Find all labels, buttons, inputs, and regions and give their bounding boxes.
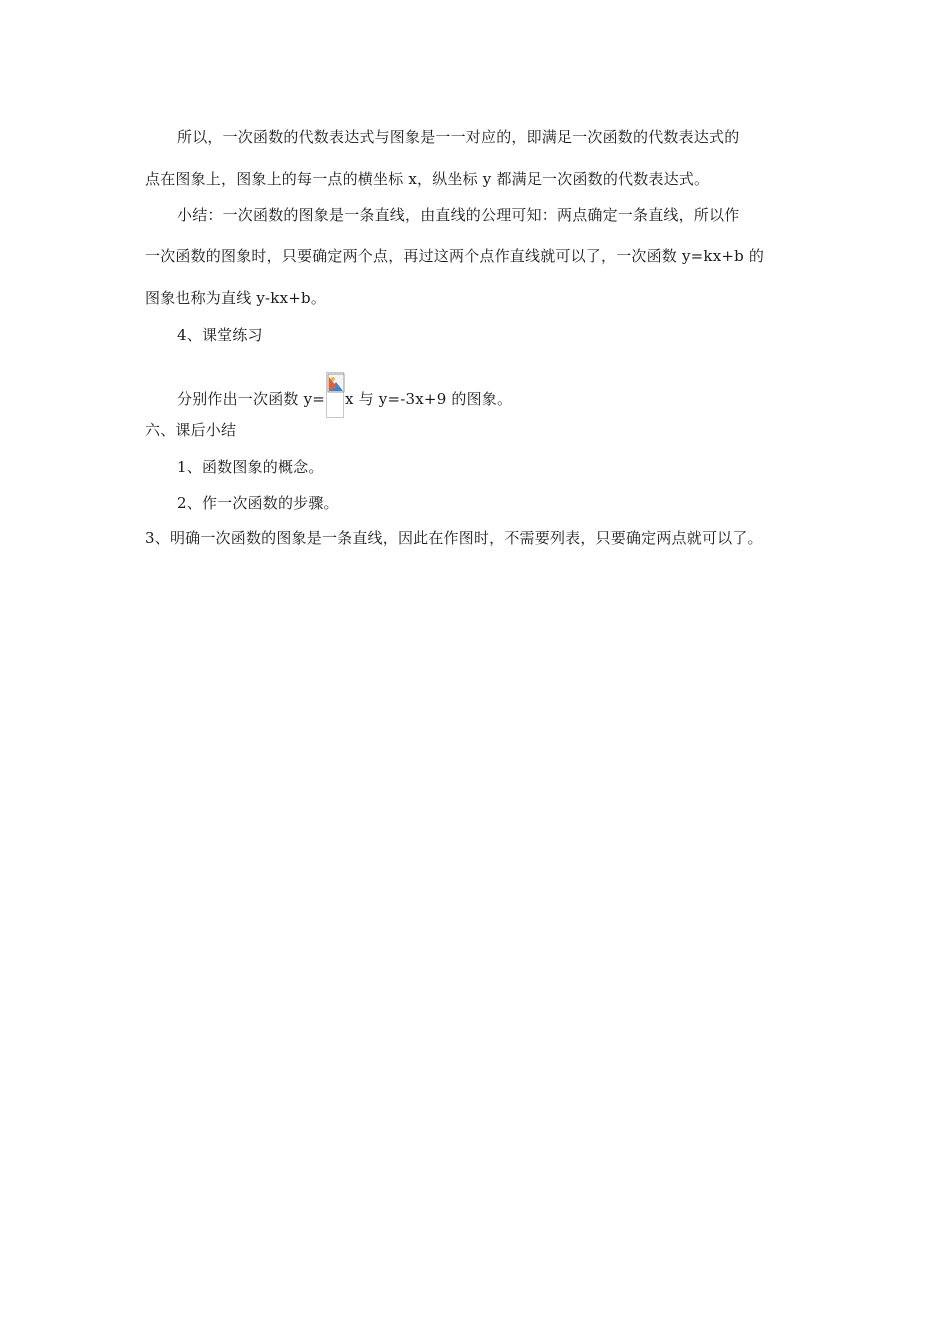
section-heading: 4、课堂练习 bbox=[177, 326, 263, 344]
broken-image-icon bbox=[326, 372, 344, 418]
paragraph-line: 小结：一次函数的图象是一条直线，由直线的公理可知：两点确定一条直线，所以作 bbox=[177, 206, 740, 224]
list-item: 2、作一次函数的步骤。 bbox=[177, 494, 339, 512]
exercise-text-after: x 与 y=-3x+9 的图象。 bbox=[345, 390, 513, 408]
section-heading: 六、课后小结 bbox=[145, 421, 237, 439]
list-item: 1、函数图象的概念。 bbox=[177, 458, 324, 476]
paragraph-line: 图象也称为直线 y-kx+b。 bbox=[145, 289, 327, 307]
exercise-text-before: 分别作出一次函数 y= bbox=[177, 390, 326, 408]
list-item: 3、明确一次函数的图象是一条直线，因此在作图时，不需要列表，只要确定两点就可以了。 bbox=[145, 529, 763, 547]
paragraph-line: 所以，一次函数的代数表达式与图象是一一对应的，即满足一次函数的代数表达式的 bbox=[177, 128, 740, 146]
paragraph-line: 点在图象上，图象上的每一点的横坐标 x，纵坐标 y 都满足一次函数的代数表达式。 bbox=[145, 170, 710, 188]
exercise-line bbox=[177, 372, 512, 418]
paragraph-line: 一次函数的图象时，只要确定两个点，再过这两个点作直线就可以了，一次函数 y=kx+b 的 bbox=[145, 247, 765, 265]
